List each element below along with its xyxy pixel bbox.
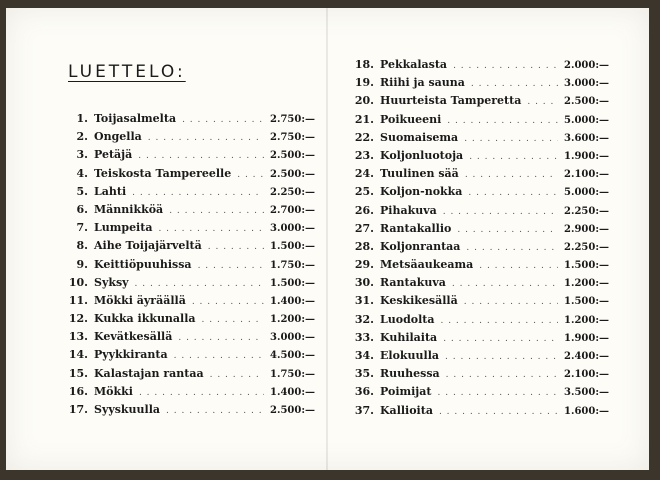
dot-leader	[443, 334, 558, 344]
item-title: Pyykkiranta	[94, 348, 168, 362]
item-price: 5.000:—	[564, 114, 610, 126]
item-price: 3.000:—	[564, 78, 610, 90]
item-number: 16.	[68, 384, 88, 398]
item-number: 10.	[68, 275, 88, 289]
item-price: 1.900:—	[564, 150, 610, 162]
item-price: 5.000:—	[564, 187, 610, 199]
item-price: 2.750:—	[270, 132, 316, 144]
item-number: 11.	[68, 293, 88, 307]
list-item	[352, 312, 610, 331]
list-item	[352, 403, 610, 422]
item-title: Elokuulla	[380, 349, 440, 362]
dot-leader	[178, 333, 264, 343]
item-price: 2.700:—	[270, 204, 316, 216]
dot-leader	[158, 224, 264, 234]
list-item	[66, 403, 316, 421]
item-title: Rantakallio	[380, 221, 452, 235]
item-title: Petäjä	[94, 148, 133, 162]
catalog-heading: LUETTELO:	[68, 62, 186, 82]
list-item	[352, 76, 610, 94]
item-number: 9.	[76, 257, 88, 271]
item-number: 6.	[76, 202, 88, 216]
item-number: 20.	[354, 94, 374, 108]
list-item	[66, 166, 316, 185]
dot-leader	[466, 243, 558, 253]
item-title: Suomaisema	[380, 130, 459, 144]
list-item	[352, 94, 610, 112]
item-title: Syksy	[94, 275, 129, 289]
item-price: 2.250:—	[270, 186, 316, 198]
item-price: 1.750:—	[270, 368, 316, 380]
item-title: Pihakuva	[380, 203, 437, 217]
dot-leader	[443, 207, 558, 217]
list-item	[66, 202, 316, 221]
item-title: Kalastajan rantaa	[94, 366, 204, 380]
item-title: Kevätkesällä	[94, 330, 173, 344]
item-number: 4.	[76, 166, 88, 180]
dot-leader	[527, 97, 558, 107]
item-title: Poikueeni	[380, 112, 442, 126]
catalog-list-right	[352, 58, 610, 422]
item-number: 36.	[354, 385, 374, 399]
dot-leader	[237, 170, 264, 180]
item-price: 2.100:—	[564, 169, 610, 181]
item-price: 1.400:—	[270, 295, 316, 307]
catalog-list-left	[66, 112, 316, 421]
list-item	[66, 257, 316, 276]
item-title: Tuulinen sää	[380, 167, 459, 181]
item-title: Luodolta	[380, 312, 435, 326]
item-number: 2.	[76, 130, 88, 144]
item-price: 1.200:—	[564, 314, 610, 326]
item-price: 2.500:—	[564, 96, 610, 108]
item-title: Kuhilaita	[380, 330, 438, 344]
item-number: 7.	[76, 221, 88, 235]
item-number: 5.	[76, 184, 88, 198]
item-title: Riihi ja sauna	[380, 76, 465, 90]
list-item	[352, 185, 610, 203]
item-number: 8.	[76, 239, 88, 253]
list-item	[352, 203, 610, 222]
item-title: Koljonluotoja	[380, 148, 464, 162]
item-price: 2.250:—	[564, 241, 610, 253]
dot-leader	[452, 279, 558, 289]
list-item	[352, 130, 610, 149]
item-price: 1.900:—	[564, 332, 610, 344]
item-number: 17.	[68, 403, 88, 416]
dot-leader	[440, 316, 558, 326]
item-price: 1.200:—	[270, 314, 316, 326]
list-item	[352, 367, 610, 385]
list-item	[352, 148, 610, 167]
item-price: 3.000:—	[270, 223, 316, 235]
item-price: 2.100:—	[564, 369, 610, 381]
item-price: 2.900:—	[564, 223, 610, 235]
list-item	[352, 167, 610, 185]
dot-leader	[198, 261, 264, 271]
item-number: 14.	[68, 348, 88, 362]
list-item	[352, 385, 610, 403]
dot-leader	[192, 297, 264, 307]
item-title: Kallioita	[380, 403, 433, 417]
item-title: Koljonrantaa	[380, 239, 461, 253]
dot-leader	[166, 406, 264, 416]
item-number: 21.	[354, 112, 374, 126]
dot-leader	[169, 206, 264, 216]
item-title: Keskikesällä	[380, 294, 458, 308]
item-number: 37.	[354, 403, 374, 417]
item-number: 27.	[354, 221, 374, 235]
item-price: 2.400:—	[564, 351, 610, 362]
dot-leader	[208, 242, 264, 252]
dot-leader	[210, 370, 264, 380]
list-item	[66, 112, 316, 130]
dot-leader	[447, 116, 558, 126]
dot-leader	[138, 151, 264, 161]
item-number: 12.	[68, 312, 88, 326]
list-item	[66, 221, 316, 239]
item-number: 32.	[354, 312, 374, 326]
item-number: 33.	[354, 330, 374, 344]
item-price: 2.500:—	[270, 150, 316, 162]
list-item	[66, 275, 316, 294]
item-price: 1.500:—	[564, 260, 610, 272]
dot-leader	[457, 225, 558, 235]
dot-leader	[471, 79, 558, 89]
list-item	[66, 239, 316, 257]
item-price: 2.250:—	[564, 205, 610, 217]
dot-leader	[174, 351, 264, 361]
list-item	[352, 258, 610, 276]
dot-leader	[148, 133, 264, 143]
dot-leader	[453, 61, 558, 71]
item-number: 25.	[354, 185, 374, 199]
item-number: 34.	[354, 349, 374, 362]
item-title: Männikköä	[94, 202, 164, 216]
list-item	[66, 293, 316, 312]
item-title: Rantakuva	[380, 276, 446, 290]
list-item	[66, 312, 316, 330]
dot-leader	[464, 134, 558, 144]
item-number: 23.	[354, 148, 374, 162]
item-number: 18.	[354, 58, 374, 71]
dot-leader	[479, 261, 558, 271]
item-number: 30.	[354, 276, 374, 290]
list-item	[66, 130, 316, 148]
item-title: Pekkalasta	[380, 58, 448, 71]
item-price: 1.400:—	[270, 386, 316, 398]
dot-leader	[135, 279, 264, 289]
dot-leader	[139, 388, 264, 398]
item-number: 13.	[68, 330, 88, 344]
dot-leader	[202, 315, 264, 325]
item-price: 2.500:—	[270, 168, 316, 180]
dot-leader	[468, 188, 558, 198]
item-title: Syyskuulla	[94, 403, 161, 416]
list-item	[66, 348, 316, 366]
item-title: Mökki	[94, 384, 133, 398]
list-item	[352, 276, 610, 294]
dot-leader	[469, 152, 558, 162]
item-number: 1.	[76, 112, 88, 125]
list-item	[66, 184, 316, 203]
dot-leader	[445, 352, 558, 362]
item-title: Keittiöpuuhissa	[94, 257, 192, 271]
list-item	[66, 366, 316, 385]
item-price: 3.500:—	[564, 387, 610, 399]
item-price: 4.500:—	[270, 350, 316, 362]
item-title: Koljon-nokka	[380, 185, 463, 199]
item-number: 24.	[354, 167, 374, 181]
item-price: 1.500:—	[270, 277, 316, 289]
dot-leader	[438, 388, 559, 398]
item-title: Teiskosta Tampereelle	[94, 166, 232, 180]
item-number: 26.	[354, 203, 374, 217]
item-number: 3.	[76, 148, 88, 162]
item-price: 1.200:—	[564, 278, 610, 290]
item-price: 2.750:—	[270, 114, 316, 125]
item-title: Aihe Toijajärveltä	[94, 239, 202, 253]
item-price: 1.500:—	[270, 241, 316, 253]
dot-leader	[439, 407, 558, 417]
dot-leader	[132, 188, 264, 198]
list-item	[66, 384, 316, 403]
item-title: Huurteista Tamperetta	[380, 94, 522, 108]
item-price: 3.000:—	[270, 332, 316, 344]
item-title: Ruuhessa	[380, 367, 440, 381]
item-number: 31.	[354, 294, 374, 308]
item-number: 29.	[354, 258, 374, 272]
item-title: Toijasalmelta	[94, 112, 177, 125]
list-item	[352, 58, 610, 76]
item-price: 3.600:—	[564, 132, 610, 144]
item-price: 1.500:—	[564, 296, 610, 308]
item-number: 22.	[354, 130, 374, 144]
list-item	[352, 112, 610, 131]
dot-leader	[464, 297, 558, 307]
dot-leader	[182, 115, 264, 125]
item-price: 2.000:—	[564, 60, 610, 71]
item-price: 2.500:—	[270, 405, 316, 416]
list-item	[352, 239, 610, 258]
item-title: Ongella	[94, 130, 142, 144]
item-title: Kukka ikkunalla	[94, 312, 196, 326]
list-item	[352, 330, 610, 349]
list-item	[66, 148, 316, 166]
item-number: 19.	[354, 76, 374, 90]
dot-leader	[465, 170, 558, 180]
item-number: 35.	[354, 367, 374, 381]
item-number: 28.	[354, 239, 374, 253]
item-title: Metsäaukeama	[380, 258, 474, 272]
item-number: 15.	[68, 366, 88, 380]
dot-leader	[446, 370, 558, 380]
list-item	[352, 221, 610, 240]
list-item	[66, 330, 316, 348]
item-title: Lahti	[94, 184, 127, 198]
page-fold	[326, 8, 328, 470]
list-item	[352, 349, 610, 367]
item-title: Poimijat	[380, 385, 432, 399]
list-item	[352, 294, 610, 312]
item-title: Mökki äyräällä	[94, 293, 186, 307]
item-price: 1.600:—	[564, 405, 610, 417]
item-title: Lumpeita	[94, 221, 153, 235]
item-price: 1.750:—	[270, 259, 316, 271]
